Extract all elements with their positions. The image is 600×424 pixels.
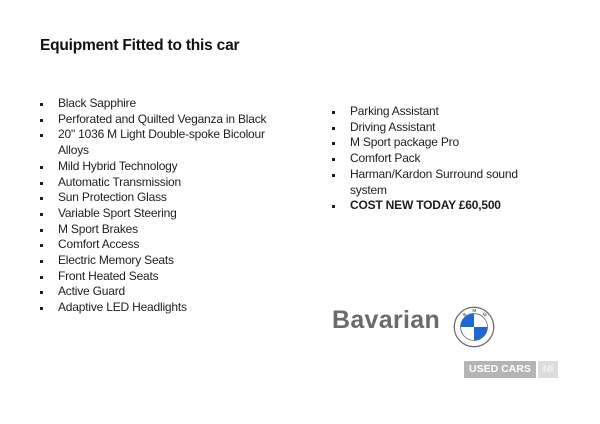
used-cars-badge <box>464 361 558 378</box>
dealer-name: Bavarian <box>332 306 441 334</box>
list-item: 20" 1036 M Light Double-spoke Bicolour Alloys <box>40 127 280 158</box>
list-item: Adaptive LED Headlights <box>40 300 280 316</box>
list-item: Electric Memory Seats <box>40 253 280 269</box>
list-item: M Sport package Pro <box>332 135 532 151</box>
list-item: Black Sapphire <box>40 96 280 112</box>
list-item: Active Guard <box>40 284 280 300</box>
list-item: Mild Hybrid Technology <box>40 159 280 175</box>
list-item: Sun Protection Glass <box>40 190 280 206</box>
list-item: Automatic Transmission <box>40 175 280 191</box>
bmw-logo-icon <box>453 306 495 348</box>
svg-text:M: M <box>472 307 477 313</box>
badge-used-cars: USED CARS <box>464 361 536 378</box>
list-item: Front Heated Seats <box>40 269 280 285</box>
equipment-list-right <box>332 104 532 214</box>
list-item: Perforated and Quilted Veganza in Black <box>40 112 280 128</box>
dealer-logo <box>332 306 440 335</box>
page-title: Equipment Fitted to this car <box>40 37 240 54</box>
equipment-list-left <box>40 96 280 316</box>
list-item: Comfort Access <box>40 237 280 253</box>
badge-ni: NI <box>538 361 559 378</box>
list-item: Parking Assistant <box>332 104 532 120</box>
list-item: Driving Assistant <box>332 120 532 136</box>
list-item: Comfort Pack <box>332 151 532 167</box>
svg-text:B: B <box>461 311 468 318</box>
svg-text:W: W <box>481 311 488 318</box>
list-item: M Sport Brakes <box>40 222 280 238</box>
cost-new-today: COST NEW TODAY £60,500 <box>332 198 532 214</box>
list-item: Harman/Kardon Surround sound system <box>332 167 532 198</box>
list-item: Variable Sport Steering <box>40 206 280 222</box>
